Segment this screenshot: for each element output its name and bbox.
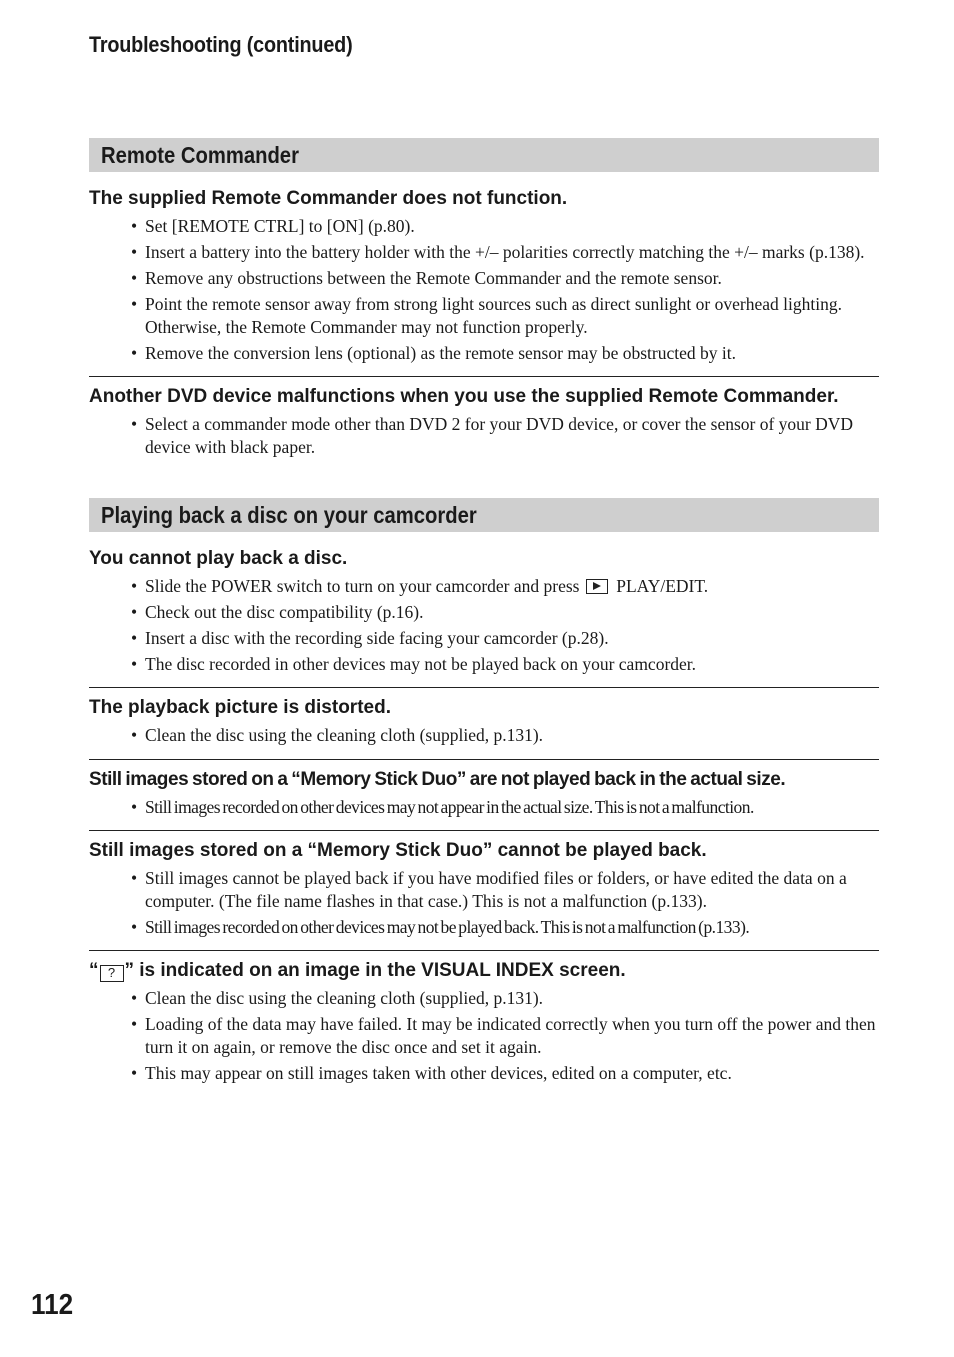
list-item: • Still images recorded on other devices may not be played back. This is not a malfunction (p.133). — [89, 916, 879, 939]
topic-heading: The playback picture is distorted. — [89, 697, 391, 718]
topic-heading: The supplied Remote Commander does not function. — [89, 188, 568, 209]
list-item: • Select a commander mode other than DVD 2 for your DVD device, or cover the sensor of your DVD device with black paper. — [89, 413, 879, 458]
list-item: • This may appear on still images taken with other devices, edited on a computer, etc. — [89, 1062, 879, 1085]
list-item: • Still images cannot be played back if you have modified files or folders, or have edited the data on a computer. (The file name flashes in that case.) This is not a malfunction (p.133). — [89, 867, 879, 912]
topic-heading: You cannot play back a disc. — [89, 547, 348, 569]
topic-cannot-play-disc — [89, 547, 879, 676]
topic-dvd-device-malfunction — [89, 376, 879, 458]
bullet-list — [89, 867, 879, 938]
play-icon — [586, 579, 608, 594]
running-head: Troubleshooting (continued) — [89, 32, 353, 57]
list-item: • Remove any obstructions between the Remote Commander and the remote sensor. — [89, 267, 879, 290]
list-item: • Still images recorded on other devices may not appear in the actual size. This is not a malfunction. — [89, 796, 879, 819]
list-item: • Set [REMOTE CTRL] to [ON] (p.80). — [89, 215, 879, 238]
bullet-list — [89, 987, 879, 1084]
list-item: • The disc recorded in other devices may not be played back on your camcorder. — [89, 653, 879, 676]
topic-heading: Another DVD device malfunctions when you use the supplied Remote Commander. — [89, 386, 839, 407]
list-item: • Point the remote sensor away from strong light sources such as direct sunlight or overhead lighting. Otherwise, the Remote Commander may not function properly. — [89, 293, 879, 338]
bullet-list — [89, 796, 879, 819]
bullet-list — [89, 575, 879, 676]
list-item: • Loading of the data may have failed. It may be indicated correctly when you turn off the power and then turn it on again, or remove the disc once and set it again. — [89, 1013, 879, 1058]
list-item: • Clean the disc using the cleaning cloth (supplied, p.131). — [89, 987, 879, 1010]
list-item: • Clean the disc using the cleaning cloth (supplied, p.131). — [89, 724, 879, 747]
list-item: • Insert a disc with the recording side facing your camcorder (p.28). — [89, 627, 879, 650]
topic-question-mark-indicated — [89, 950, 879, 1084]
section-title-playing-back-disc: Playing back a disc on your camcorder — [89, 498, 879, 532]
topic-still-images-cannot-play — [89, 830, 879, 938]
topic-heading: “ ? ” is indicated on an image in the VISUAL INDEX screen. — [89, 960, 626, 981]
topic-remote-not-function — [89, 187, 879, 364]
question-mark-icon: ? — [100, 965, 124, 982]
topic-playback-distorted — [89, 687, 879, 747]
topic-heading: Still images stored on a “Memory Stick Duo” are not played back in the actual size. — [89, 768, 786, 790]
list-item: • Insert a battery into the battery holder with the +/– polarities correctly matching the +/– marks (p.138). — [89, 241, 879, 264]
section-title-remote-commander: Remote Commander — [89, 138, 879, 172]
topic-heading: Still images stored on a “Memory Stick Duo” cannot be played back. — [89, 840, 707, 861]
bullet-list — [89, 215, 879, 364]
bullet-list — [89, 724, 879, 747]
bullet-list — [89, 413, 879, 458]
list-item: • Check out the disc compatibility (p.16). — [89, 601, 879, 624]
list-item: • Remove the conversion lens (optional) as the remote sensor may be obstructed by it. — [89, 342, 879, 365]
page-number: 112 — [31, 1289, 74, 1321]
list-item: • Slide the POWER switch to turn on your camcorder and press PLAY/EDIT. — [89, 575, 879, 598]
topic-still-images-actual-size — [89, 759, 879, 819]
page-content — [89, 138, 879, 1088]
